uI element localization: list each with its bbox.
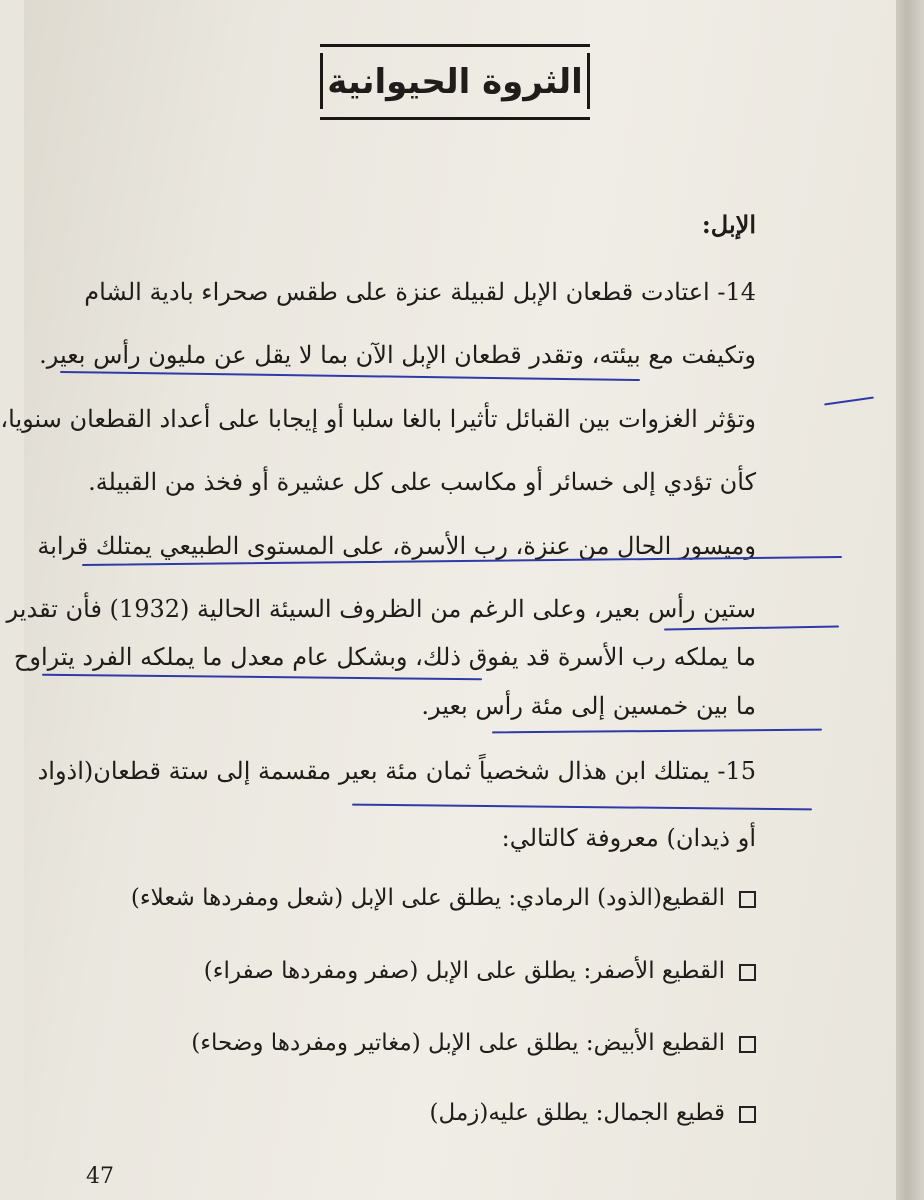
page-number: 47	[86, 1164, 114, 1189]
section-heading: الإبل:	[701, 210, 756, 239]
paragraph-line: وتكيفت مع بيئته، وتقدر قطعان الإبل الآن بما لا يقل عن مليون رأس بعير.	[39, 341, 756, 369]
paragraph-line: ما يملكه رب الأسرة قد يفوق ذلك، وبشكل عام معدل ما يملكه الفرد يتراوح	[13, 643, 756, 671]
pen-underline	[824, 397, 874, 406]
paragraph-line: ما بين خمسين إلى مئة رأس بعير.	[421, 692, 756, 720]
paragraph-line: وتؤثر الغزوات بين القبائل تأثيرا بالغا سلبا أو إيجابا على أعداد القطعان سنويا،	[0, 405, 756, 433]
list-item-text: القطيع الأصفر: يطلق على الإبل (صفر ومفردها صفراء)	[203, 958, 725, 984]
paragraph-line: 15- يمتلك ابن هذال شخصياً ثمان مئة بعير مقسمة إلى ستة قطعان(اذواد	[37, 757, 756, 785]
adjacent-page-edge	[896, 0, 924, 1200]
page-title: الثروة الحيوانية	[327, 62, 583, 102]
list-item-text: قطيع الجمال: يطلق عليه(زمل)	[429, 1100, 725, 1126]
title-frame	[320, 44, 590, 120]
list-item-text: القطيع الأبيض: يطلق على الإبل (مغاتير ومفردها وضحاء)	[191, 1030, 725, 1056]
checkbox-square-icon	[739, 891, 756, 908]
paragraph-line: ستين رأس بعير، وعلى الرغم من الظروف السيئة الحالية (1932) فأن تقدير	[6, 595, 756, 623]
paragraph-line: أو ذيدان) معروفة كالتالي:	[501, 824, 756, 852]
pen-underline	[60, 371, 640, 381]
pen-underline	[352, 804, 812, 811]
pen-underline	[664, 625, 839, 630]
list-item	[76, 1100, 756, 1126]
list-item	[76, 1030, 756, 1056]
paragraph-line: 14- اعتادت قطعان الإبل لقبيلة عنزة على طقس صحراء بادية الشام	[84, 278, 756, 306]
checkbox-square-icon	[739, 1106, 756, 1123]
pen-underline	[42, 674, 482, 681]
checkbox-square-icon	[739, 1036, 756, 1053]
list-item-text: القطيع(الذود) الرمادي: يطلق على الإبل (شعل ومفردها شعلاء)	[130, 885, 725, 911]
pen-underline	[492, 729, 822, 734]
list-item	[76, 958, 756, 984]
paragraph-line: وميسور الحال من عنزة، رب الأسرة، على المستوى الطبيعي يمتلك قرابة	[37, 532, 756, 560]
checkbox-square-icon	[739, 964, 756, 981]
list-item	[76, 885, 756, 911]
paragraph-line: كأن تؤدي إلى خسائر أو مكاسب على كل عشيرة أو فخذ من القبيلة.	[88, 468, 756, 496]
